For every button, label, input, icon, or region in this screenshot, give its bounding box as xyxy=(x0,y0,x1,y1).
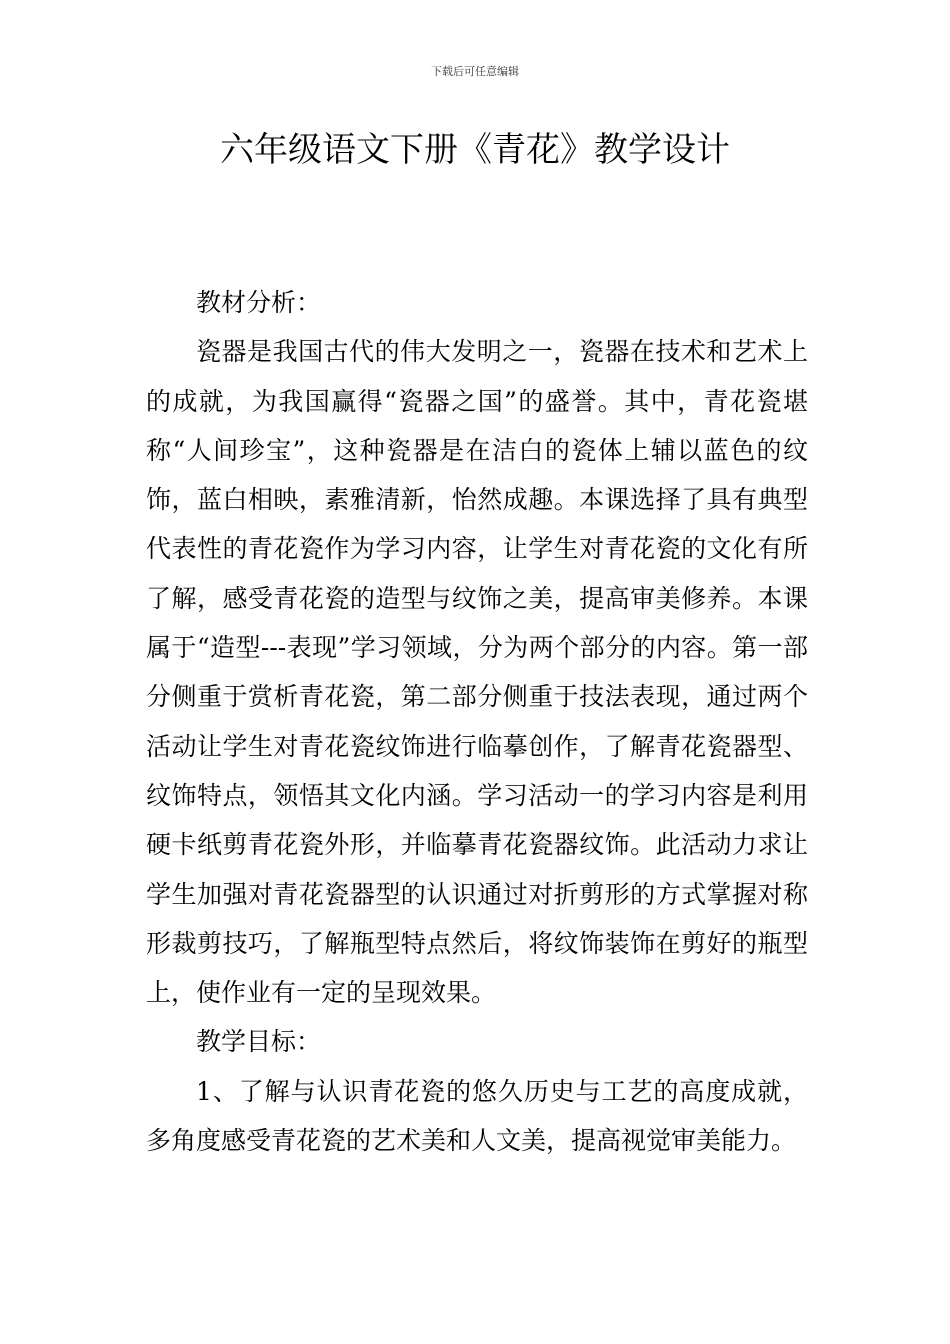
document-title: 六年级语文下册《青花》教学设计 xyxy=(220,130,730,170)
header-note: 下载后可任意编辑 xyxy=(431,65,519,78)
paragraph-material-analysis: 瓷器是我国古代的伟大发明之一，瓷器在技术和艺术上的成就，为我国赢得“瓷器之国”的盛誉。其中，青花瓷堪称“人间珍宝”，这种瓷器是在洁白的瓷体上辅以蓝色的纹饰，蓝白相映，素雅清新，怡然成趣。本课选择了具有典型代表性的青花瓷作为学习内容，让学生对青花瓷的文化有所了解，感受青花瓷的造型与纹饰之美，提高审美修养。本课属于“造型---表现”学习领域，分为两个部分的内容。第一部分侧重于赏析青花瓷，第二部分侧重于技法表现，通过两个活动让学生对青花瓷纹饰进行临摹创作，了解青花瓷器型、纹饰特点，领悟其文化内涵。学习活动一的学习内容是利用硬卡纸剪青花瓷外形，并临摹青花瓷器纹饰。此活动力求让学生加强对青花瓷器型的认识通过对折剪形的方式掌握对称形裁剪技巧，了解瓶型特点然后，将纹饰装饰在剪好的瓶型上，使作业有一定的呈现效果。 xyxy=(146,337,808,1008)
section-heading-material-analysis: 教材分析： xyxy=(196,288,322,317)
document-body xyxy=(146,278,808,1165)
section-heading-teaching-goals: 教学目标： xyxy=(196,1027,322,1057)
paragraph-goal-1: 1、了解与认识青花瓷的悠久历史与工艺的高度成就，多角度感受青花瓷的艺术美和人文美，提高视觉审美能力。 xyxy=(146,1076,808,1156)
